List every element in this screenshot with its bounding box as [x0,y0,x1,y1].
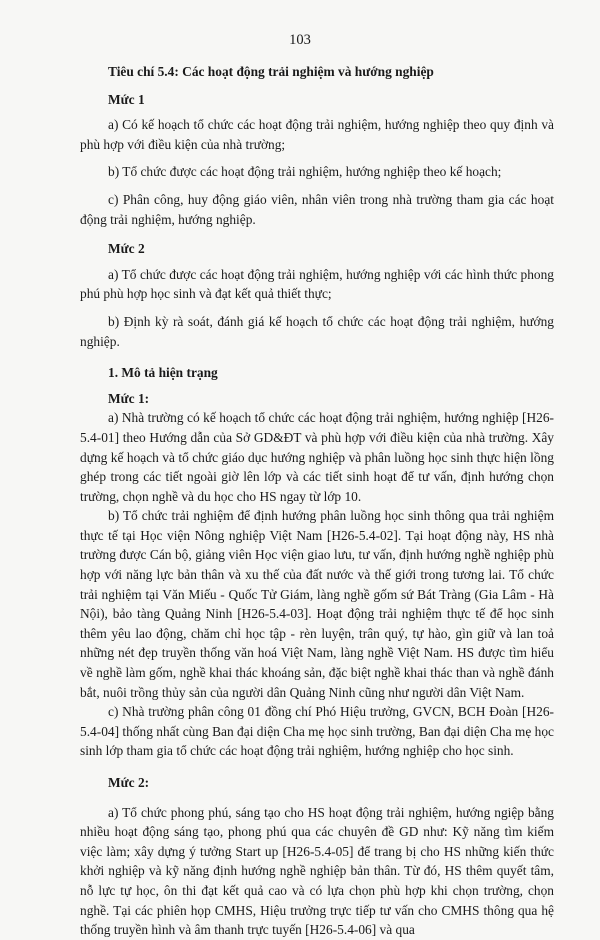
level2-item: a) Tổ chức được các hoạt động trải nghiệm, hướng nghiệp với các hình thức phong phú phù hợp học sinh và đạt kết quả thiết thực; [80,266,554,302]
level2-heading: Mức 2 [108,241,145,257]
page-content [80,62,554,940]
level1-heading: Mức 1 [108,91,145,107]
level1-item: c) Phân công, huy động giáo viên, nhân viên trong nhà trường tham gia các hoạt động trải nghiệm, hướng nghiệp. [80,191,554,227]
status-paragraph: b) Tổ chức trải nghiệm để định hướng phân luồng học sinh thông qua trải nghiệm thực tế tại Học viện Nông nghiệp Việt Nam [H26-5.4-02]. Tại hoạt động này, HS nhà trường được Cán bộ, giảng viên Học viện giao lưu, tư vấn, định hướng nghề nghiệp phù hợp với năng lực bản thân và xu thế của đất nước và thế giới trong tương lai. Tổ chức trải nghiệm tại Văn Miếu - Quốc Tử Giám, làng nghề gốm sứ Bát Tràng (Gia Lâm - Hà Nội), bảo tàng Quảng Ninh [H26-5.4-03]. Hoạt động trải nghiệm thực tế để học sinh thêm yêu lao động, chăm chỉ học tập - rèn luyện, trân quý, tự hào, gìn giữ và lan toả những nét đẹp truyền thống văn hoá Việt Nam, làng nghề Việt Nam. HS được tìm hiểu về nghề làm gốm, nghề khai thác khoáng sản, đặc biệt nghề khai thác than và nghề đánh bắt, nuôi trồng thủy sản của người dân Quảng Ninh cũng như người dân Việt Nam. [80,508,554,700]
section-heading: 1. Mô tả hiện trạng [108,365,218,381]
status-paragraph: c) Nhà trường phân công 01 đồng chí Phó Hiệu trưởng, GVCN, BCH Đoàn [H26-5.4-04] thống nhất cùng Ban đại diện Cha mẹ học sinh trường, Ban đại diện Cha mẹ học sinh lớp tham gia tổ chức các hoạt động trải nghiệm, hướng nghiệp cho học sinh. [80,704,554,759]
level1-item: a) Có kế hoạch tổ chức các hoạt động trải nghiệm, hướng nghiệp theo quy định và phù hợp với điều kiện của nhà trường; [80,117,554,152]
status-level1-heading: Mức 1: [108,390,150,406]
criterion-title: Tiêu chí 5.4: Các hoạt động trải nghiệm và hướng nghiệp [108,64,434,79]
level2-item: b) Định kỳ rà soát, đánh giá kế hoạch tổ chức các hoạt động trải nghiệm, hướng nghiệp. [80,313,554,349]
status-paragraph: a) Nhà trường có kế hoạch tổ chức các hoạt động trải nghiệm, hướng nghiệp [H26-5.4-01] theo Hướng dẫn của Sở GD&ĐT và phù hợp với điều kiện của nhà trường. Xây dựng kế hoạch và tổ chức giáo dục hướng nghiệp và phân luồng học sinh thực hiện lồng ghép trong các tiết ngoài giờ lên lớp và các tiết sinh hoạt để tư vấn, định hướng chọn trường, chọn nghề và du học cho HS ngay từ lớp 10. [80,410,554,504]
page-number: 103 [289,32,311,48]
level1-item: b) Tổ chức được các hoạt động trải nghiệm, hướng nghiệp theo kế hoạch; [108,164,502,180]
status-level2-heading: Mức 2: [108,775,150,790]
status-paragraph: a) Tổ chức phong phú, sáng tạo cho HS hoạt động trải nghiệm, hướng ngiệp bằng nhiều hoạt động sáng tạo, phong phú qua các chuyên đề GD như: Kỹ năng tìm kiếm việc làm; xây dựng ý tưởng Start up [H26-5.4-05] để trang bị cho HS những kiến thức khởi nghiệp và kỹ năng định hướng nghề nghiệp bản thân. Từ đó, HS thêm quyết tâm, nỗ lực tự học, ôn thi đạt kết quả cao và có lựa chọn phù hợp khi chọn trường, chọn nghề. Tại các phiên họp CMHS, Hiệu trưởng trực tiếp tư vấn cho CMHS thông qua hệ thống truyền hình và âm thanh trực tuyến [H26-5.4-06] và qua [80,804,554,938]
